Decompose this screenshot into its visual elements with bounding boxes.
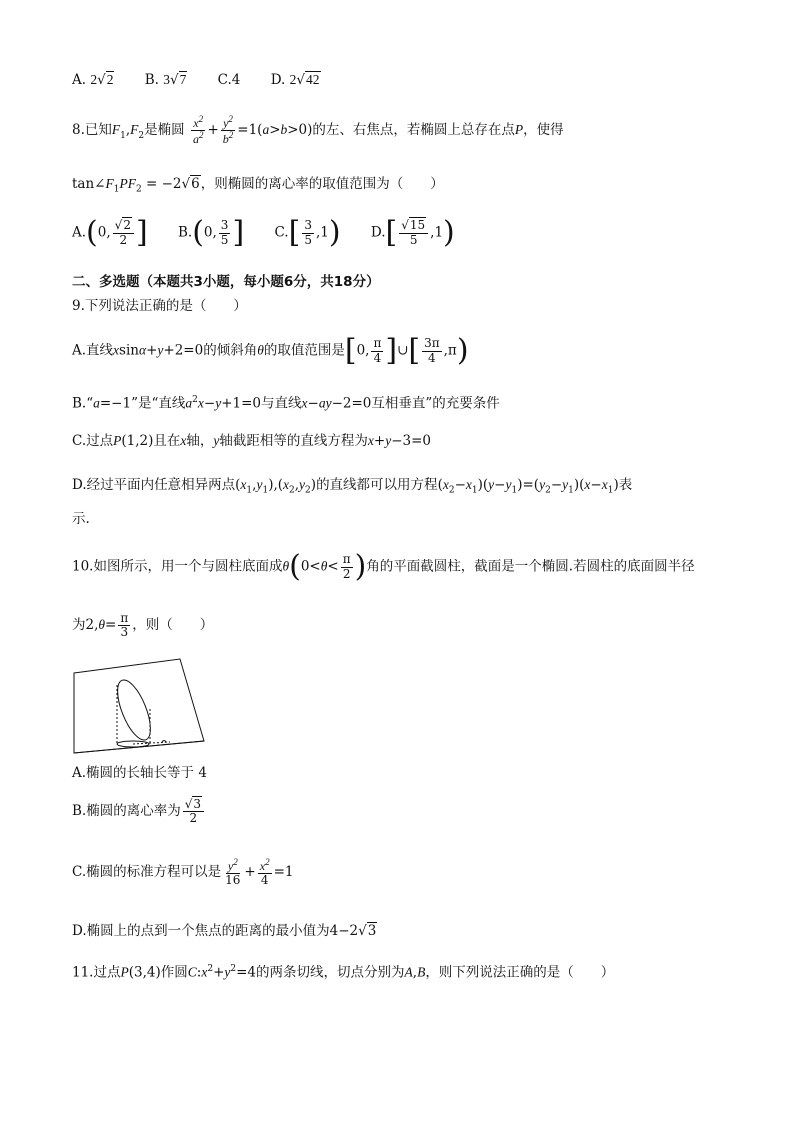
q10-option-b-label: B.椭圆的离心率为 bbox=[72, 803, 181, 820]
q8-text-3: ，使得 bbox=[523, 122, 564, 139]
q10-option-d[interactable]: D.椭圆上的点到一个焦点的距离的最小值为4−2√3 bbox=[72, 923, 377, 939]
q9-c-text-2: 且在 bbox=[153, 433, 181, 449]
q10-option-b[interactable]: B.椭圆的离心率为 $\frac{√3}{2}$ bbox=[72, 798, 206, 825]
q11-text-1: 11.过点 bbox=[72, 964, 121, 981]
q7-option-d[interactable]: D. 2√42 bbox=[270, 72, 320, 88]
q9-b-text-3: 与直线 bbox=[261, 395, 302, 412]
angle-arc bbox=[162, 741, 166, 743]
q7-option-b[interactable]: B. 3√7 bbox=[144, 72, 187, 88]
q7-option-d-label: D. bbox=[270, 72, 286, 88]
q7-option-a-label: A. bbox=[72, 72, 87, 88]
q8-frac-x: $\frac{x^2}{a^2}$ bbox=[192, 114, 204, 147]
q9-option-c[interactable]: C.过点P(1,2)且在x轴，y轴截距相等的直线方程为x+y−3=0 bbox=[72, 433, 432, 449]
q9-option-b[interactable]: B.“a=−1”是“直线$a^2x-y+1=0$与直线x−ay−2=0互相垂直”的充要条件 bbox=[72, 395, 500, 412]
q8-text-1: 是椭圆 bbox=[144, 122, 185, 139]
radius-line bbox=[133, 742, 170, 744]
q9-option-d-wrap: 示. bbox=[72, 511, 90, 527]
q9-a-text-3: 的取值范围是 bbox=[263, 342, 345, 359]
q9-d-text-1: D.经过平面内任意相异两点 bbox=[72, 477, 236, 493]
q10-option-c[interactable]: C.椭圆的标准方程可以是 $\frac{y^2}{16}$ + $\frac{x^2}{4}$ =1 bbox=[72, 857, 294, 888]
q9-a-text-1: A.直线 bbox=[72, 342, 114, 359]
cylinder-section-figure bbox=[70, 655, 206, 755]
q11-stem: 11.过点P(3,4)作圆$C:x^2+y^2=4$的两条切线，切点分别为A,B，则下列说法正确的是（ ） bbox=[72, 964, 615, 981]
section-heading: 二、多选题（本题共3小题，每小题6分，共18分） bbox=[72, 274, 380, 290]
q11-text-2: 作圆 bbox=[160, 964, 188, 981]
q11-text-3: 的两条切线，切点分别为 bbox=[256, 964, 405, 981]
q8-text-2: 的左、右焦点，若椭圆上总存在点 bbox=[312, 122, 515, 139]
q7-option-b-label: B. bbox=[144, 72, 159, 88]
q10-stem-line-1: 10.如图所示，用一个与圆柱底面成θ(0<θ< $\frac{\pi}{2}$ )角的平面截圆柱，截面是一个椭圆.若圆柱的底面圆半径 bbox=[72, 549, 695, 584]
q10-option-d-label: D.椭圆上的点到一个焦点的距离的最小值为 bbox=[72, 923, 330, 939]
cutting-plane bbox=[74, 659, 204, 753]
q7-options bbox=[72, 72, 347, 88]
q9-b-text-4: 互相垂直”的充要条件 bbox=[371, 395, 500, 412]
q8-text-4: ，则椭圆的离心率的取值范围为（ ） bbox=[200, 176, 444, 192]
q10-text-1a: 10.如图所示，用一个与圆柱底面成 bbox=[72, 558, 283, 575]
q9-b-text-1: B.“ bbox=[72, 395, 94, 412]
q9-option-d[interactable]: D.经过平面内任意相异两点$(x_1,y_1),(x_2,y_2)$的直线都可以用方程$(x_2-x_1)(y-y_1)=(y_2-y_1)(x-x_1)$表 bbox=[72, 477, 633, 496]
q8-intro: 8.已知 bbox=[72, 122, 112, 139]
q8-options bbox=[72, 215, 481, 250]
q8-option-a[interactable]: A.(0, $\frac{√2}{2}$ ] bbox=[72, 215, 148, 250]
q8-option-b-label: B. bbox=[177, 224, 193, 241]
q8-stem-line-1: 8.已知$F_1,F_2$是椭圆 $\frac{x^2}{a^2}$ + $\frac{y^2}{b^2}$ =1(a>b>0)的左、右焦点，若椭圆上总存在点P，使得 bbox=[72, 114, 564, 147]
q9-c-text-1: C.过点 bbox=[72, 433, 114, 449]
q8-option-a-label: A. bbox=[72, 224, 87, 241]
q8-option-c-label: C. bbox=[274, 224, 289, 241]
q8-option-b[interactable]: B.(0, $\frac{3}{5}$ ] bbox=[177, 215, 245, 250]
q9-d-text-2: 的直线都可以用方程 bbox=[316, 477, 438, 493]
q9-a-text-2: 的倾斜角 bbox=[203, 342, 258, 359]
q10-stem-line-2: 为2,θ= $\frac{\pi}{3}$ ，则（ ） bbox=[72, 611, 214, 640]
q7-option-a[interactable]: A. 2√2 bbox=[72, 72, 114, 88]
q10-option-a[interactable]: A.椭圆的长轴长等于 4 bbox=[72, 765, 207, 781]
q9-b-text-2: ”是“直线 bbox=[131, 395, 186, 412]
q9-c-text-3: 轴， bbox=[186, 433, 214, 449]
q8-frac-y: $\frac{y^2}{b^2}$ bbox=[222, 114, 234, 147]
q10-text-2a: 为 bbox=[72, 617, 86, 634]
q9-option-a[interactable]: A.直线xsinα+y+2=0的倾斜角θ的取值范围是[0, $\frac{\pi}{4}$ ]∪[ $\frac{3\pi}{4}$ ,π) bbox=[72, 333, 469, 368]
q10-text-2b: ，则（ ） bbox=[132, 617, 214, 634]
q8-stem-line-2: $\tan\angle F_1PF_2 = -2√6$，则椭圆的离心率的取值范围为（ ） bbox=[72, 176, 444, 195]
q7-option-c-label: C.4 bbox=[217, 72, 241, 88]
q10-text-1b: 角的平面截圆柱，截面是一个椭圆.若圆柱的底面圆半径 bbox=[366, 558, 695, 575]
q10-option-c-label: C.椭圆的标准方程可以是 bbox=[72, 864, 222, 881]
q8-option-d-label: D. bbox=[370, 224, 386, 241]
q9-c-text-4: 轴截距相等的直线方程为 bbox=[219, 433, 368, 449]
q8-option-d[interactable]: D.[ $\frac{√15}{5}$ ,1) bbox=[370, 215, 455, 250]
q9-stem: 9.下列说法正确的是（ ） bbox=[72, 298, 247, 314]
q8-option-c[interactable]: C.[ $\frac{3}{5}$ ,1) bbox=[274, 215, 341, 250]
q11-text-4: ，则下列说法正确的是（ ） bbox=[425, 964, 615, 981]
q9-d-text-3: 表 bbox=[618, 477, 633, 493]
q7-option-c[interactable] bbox=[218, 72, 241, 88]
